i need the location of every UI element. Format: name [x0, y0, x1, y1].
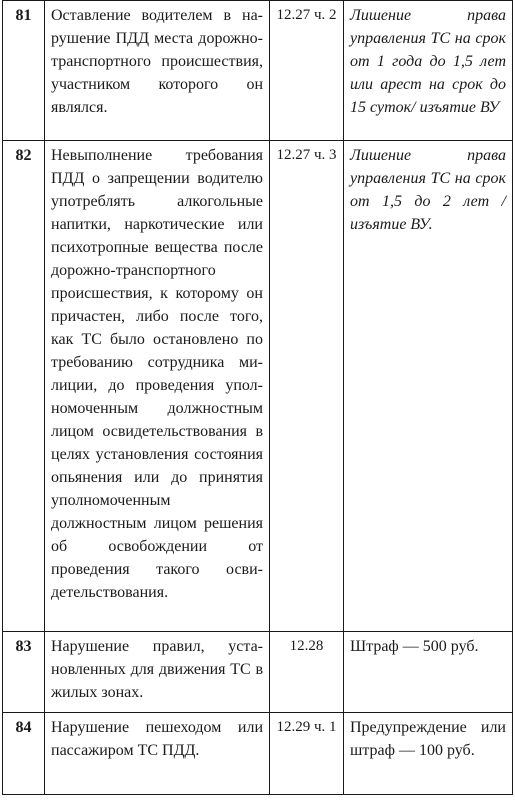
row-number: 83 — [3, 632, 45, 713]
violations-table — [2, 0, 513, 795]
code-article: 12.27 ч. 2 — [270, 1, 344, 141]
table-row — [3, 1, 513, 141]
row-number: 84 — [3, 713, 45, 795]
row-number: 81 — [3, 1, 45, 141]
code-article: 12.27 ч. 3 — [270, 141, 344, 632]
penalty: Штраф — 500 руб. — [344, 632, 513, 713]
penalty: Лишение права управления ТС на срок от 1 года до 1,5 лет или арест на срок до 15 суток/ изъятие ВУ — [344, 1, 513, 141]
penalty: Лишение права управления ТС на срок от 1,5 до 2 лет / изъятие ВУ. — [344, 141, 513, 632]
code-article: 12.28 — [270, 632, 344, 713]
violation-description: Невыполнение требования ПДД о запрещении водителю употреблять алкогольные напитки, наркотические или психотропные вещества после дорожно-транспортного происшествия, к которому он причастен, либо после того, как ТС было остановлено по требованию сотрудника милиции, до проведения уполномоченным должностным лицом освидетельствования в целях установления состояния опьянения или до принятия уполномоченным должностным лицом решения об освобождении от проведения такого освидетельствования. — [45, 141, 270, 632]
violation-description: Нарушение пешеходом или пассажиром ТС ПДД. — [45, 713, 270, 795]
table-row — [3, 141, 513, 632]
table-row — [3, 632, 513, 713]
table-row — [3, 713, 513, 795]
violation-description: Оставление водителем в нарушение ПДД места дорожно-транспортного происшествия, участником которого он являлся. — [45, 1, 270, 141]
violation-description: Нарушение правил, установленных для движения ТС в жилых зонах. — [45, 632, 270, 713]
penalty: Предупреждение или штраф — 100 руб. — [344, 713, 513, 795]
row-number: 82 — [3, 141, 45, 632]
code-article: 12.29 ч. 1 — [270, 713, 344, 795]
